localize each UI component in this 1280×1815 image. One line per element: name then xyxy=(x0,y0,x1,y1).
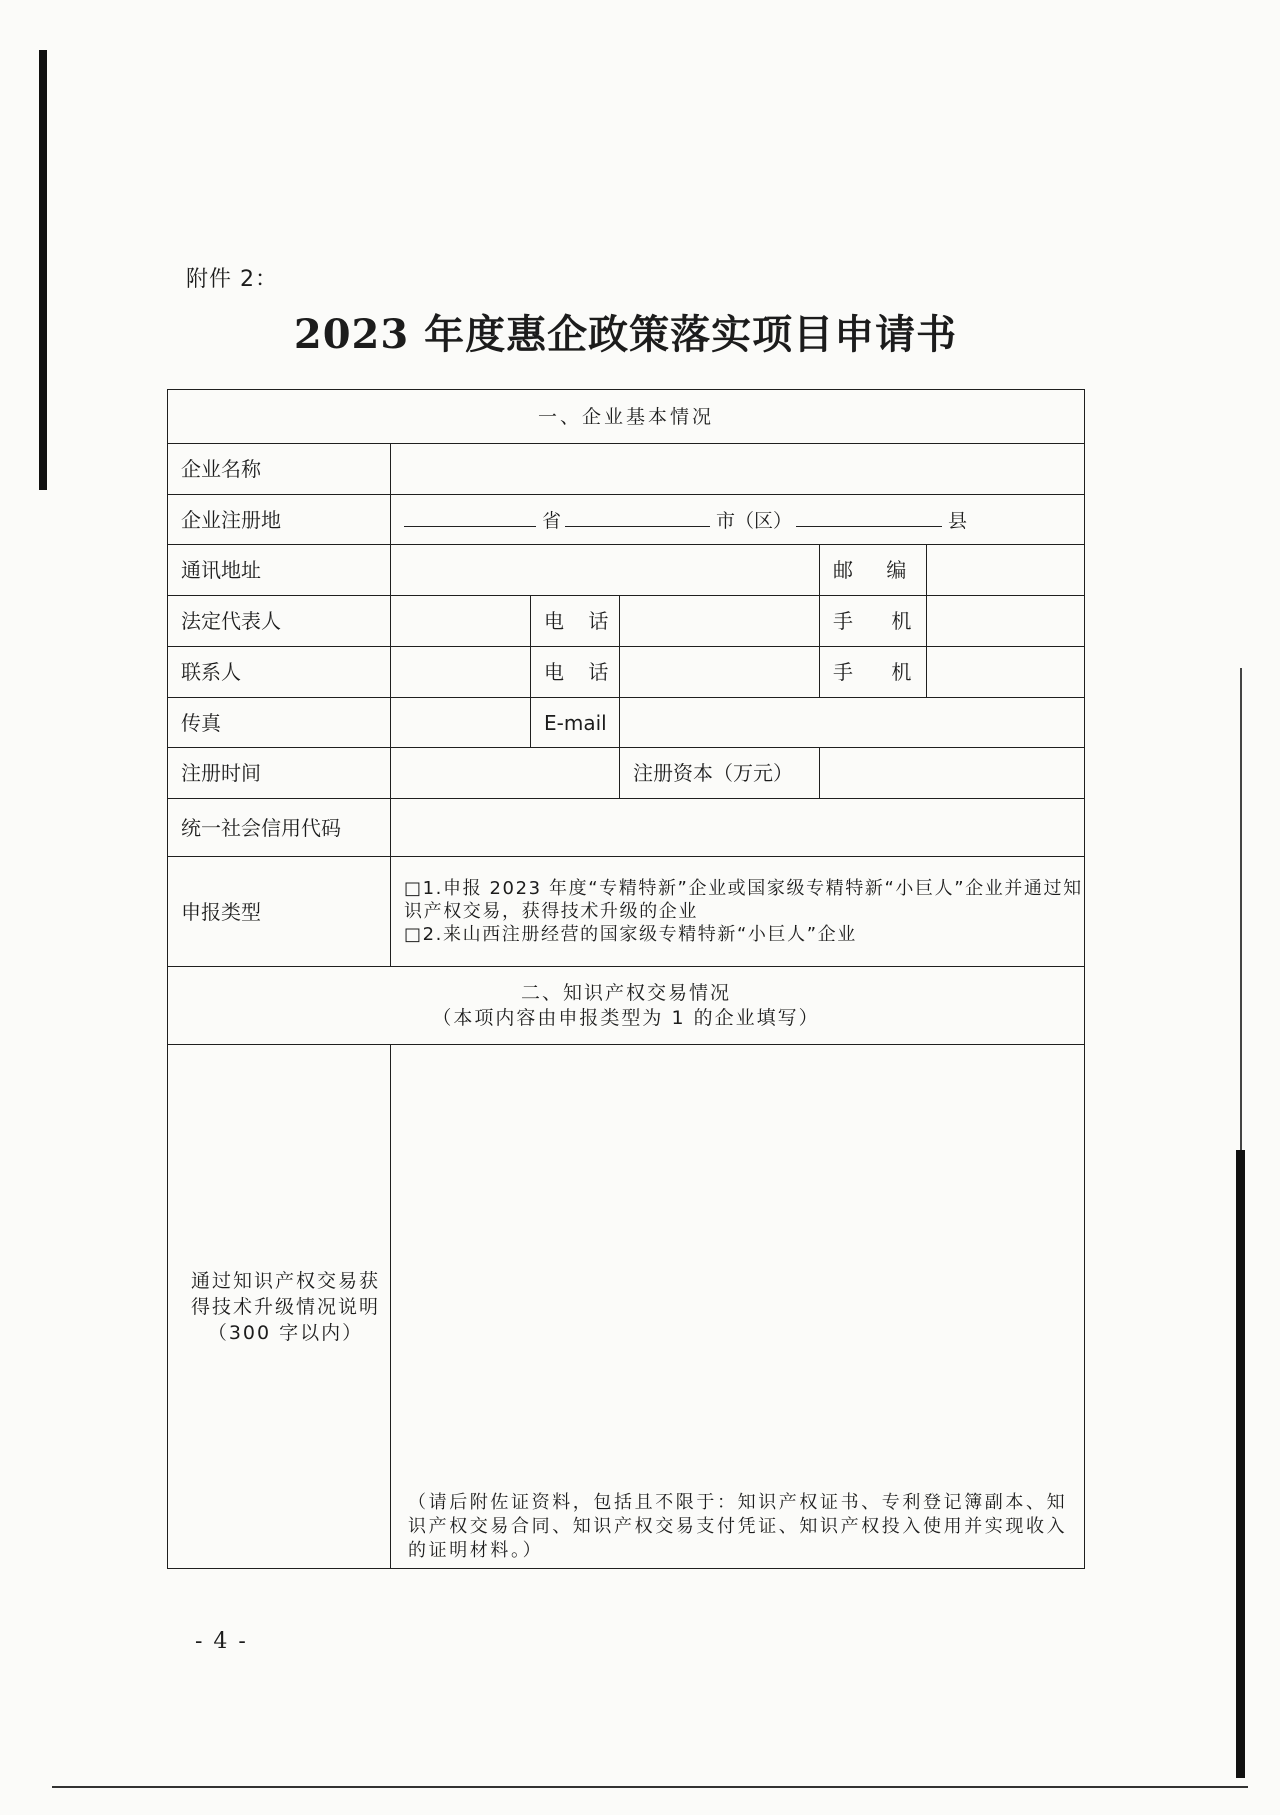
section-ip-transaction-subtitle: （本项内容由申报类型为 1 的企业填写） xyxy=(432,1006,820,1029)
section-ip-transaction-header xyxy=(168,967,1085,1045)
application-option-1-text: 1.申报 2023 年度“专精特新”企业或国家级专精特新“小巨人”企业并通过知识产权交易，获得技术升级的企业 xyxy=(404,878,1083,922)
county-suffix: 县 xyxy=(948,509,968,532)
row-contact-person xyxy=(168,647,1085,698)
registration-date-value-cell xyxy=(391,748,620,799)
postal-code-value-cell xyxy=(927,545,1085,596)
document-title: 2023 年度惠企政策落实项目申请书 xyxy=(293,311,958,358)
contact-phone-value-cell xyxy=(620,647,820,698)
fax-value-cell xyxy=(391,698,531,748)
registration-date-label: 注册时间 xyxy=(168,748,391,799)
ip-description-value-cell xyxy=(391,1045,1085,1569)
scan-edge-bottom xyxy=(52,1786,1248,1788)
contact-person-label: 联系人 xyxy=(168,647,391,698)
application-option-2-text: 2.来山西注册经营的国家级专精特新“小巨人”企业 xyxy=(422,924,857,945)
registered-capital-label: 注册资本（万元） xyxy=(620,748,820,799)
scan-edge-right xyxy=(1236,1150,1245,1778)
row-legal-representative xyxy=(168,596,1085,647)
company-name-label: 企业名称 xyxy=(168,444,391,495)
registered-place-line xyxy=(404,510,971,532)
row-registration-date xyxy=(168,748,1085,799)
registered-capital-value-cell xyxy=(820,748,1085,799)
contact-phone-label: 电 话 xyxy=(531,647,620,698)
application-type-options xyxy=(391,857,1085,967)
postal-code-label: 邮 编 xyxy=(820,545,927,596)
contact-person-value-cell xyxy=(391,647,531,698)
contact-mobile-value-cell xyxy=(927,647,1085,698)
legal-representative-value-cell xyxy=(391,596,531,647)
row-fax xyxy=(168,698,1085,748)
page-number: - 4 - xyxy=(195,1629,248,1654)
credit-code-label: 统一社会信用代码 xyxy=(168,799,391,857)
city-suffix: 市（区） xyxy=(716,509,793,532)
county-blank xyxy=(796,506,942,527)
mailing-address-value-cell xyxy=(391,545,820,596)
registered-place-label: 企业注册地 xyxy=(168,495,391,545)
registered-place-value-cell xyxy=(391,495,1085,545)
application-option-1 xyxy=(404,877,1084,923)
application-option-2 xyxy=(404,923,1084,946)
ip-description-label-line-3: （300 字以内） xyxy=(207,1321,364,1344)
legal-rep-mobile-value-cell xyxy=(927,596,1085,647)
row-registered-place xyxy=(168,495,1085,545)
section-basic-info-title: 一、企业基本情况 xyxy=(168,390,1085,444)
ip-description-label-line-2: 得技术升级情况说明 xyxy=(190,1295,380,1318)
checkbox-icon: □ xyxy=(404,878,423,899)
ip-description-label-line-1: 通过知识产权交易获 xyxy=(190,1269,380,1292)
legal-rep-phone-label: 电 话 xyxy=(531,596,620,647)
row-application-type xyxy=(168,857,1085,967)
province-suffix: 省 xyxy=(542,509,562,532)
row-section2-title xyxy=(168,967,1085,1045)
city-blank xyxy=(565,506,710,527)
scan-edge-left xyxy=(39,50,47,490)
legal-rep-mobile-label: 手 机 xyxy=(820,596,927,647)
row-ip-description xyxy=(168,1045,1085,1569)
contact-mobile-label: 手 机 xyxy=(820,647,927,698)
row-mailing-address xyxy=(168,545,1085,596)
scan-edge-right-thin xyxy=(1240,668,1242,1154)
section-ip-transaction-title: 二、知识产权交易情况 xyxy=(521,981,732,1004)
legal-representative-label: 法定代表人 xyxy=(168,596,391,647)
legal-rep-phone-value-cell xyxy=(620,596,820,647)
fax-label: 传真 xyxy=(168,698,391,748)
email-label: E-mail xyxy=(531,698,620,748)
row-company-name xyxy=(168,444,1085,495)
attachment-label: 附件 2： xyxy=(186,267,278,292)
row-credit-code xyxy=(168,799,1085,857)
application-form-table xyxy=(167,389,1085,1569)
email-value-cell xyxy=(620,698,1085,748)
credit-code-value-cell xyxy=(391,799,1085,857)
row-section1-title xyxy=(168,390,1085,444)
mailing-address-label: 通讯地址 xyxy=(168,545,391,596)
province-blank xyxy=(404,506,536,527)
application-type-label: 申报类型 xyxy=(168,857,391,967)
ip-description-label xyxy=(168,1045,391,1569)
supporting-materials-note: （请后附佐证资料，包括且不限于：知识产权证书、专利登记簿副本、知识产权交易合同、知识产权交易支付凭证、知识产权投入使用并实现收入的证明材料。） xyxy=(408,1491,1068,1561)
checkbox-icon: □ xyxy=(404,924,423,945)
ip-description-area xyxy=(404,1047,1084,1567)
company-name-value-cell xyxy=(391,444,1085,495)
